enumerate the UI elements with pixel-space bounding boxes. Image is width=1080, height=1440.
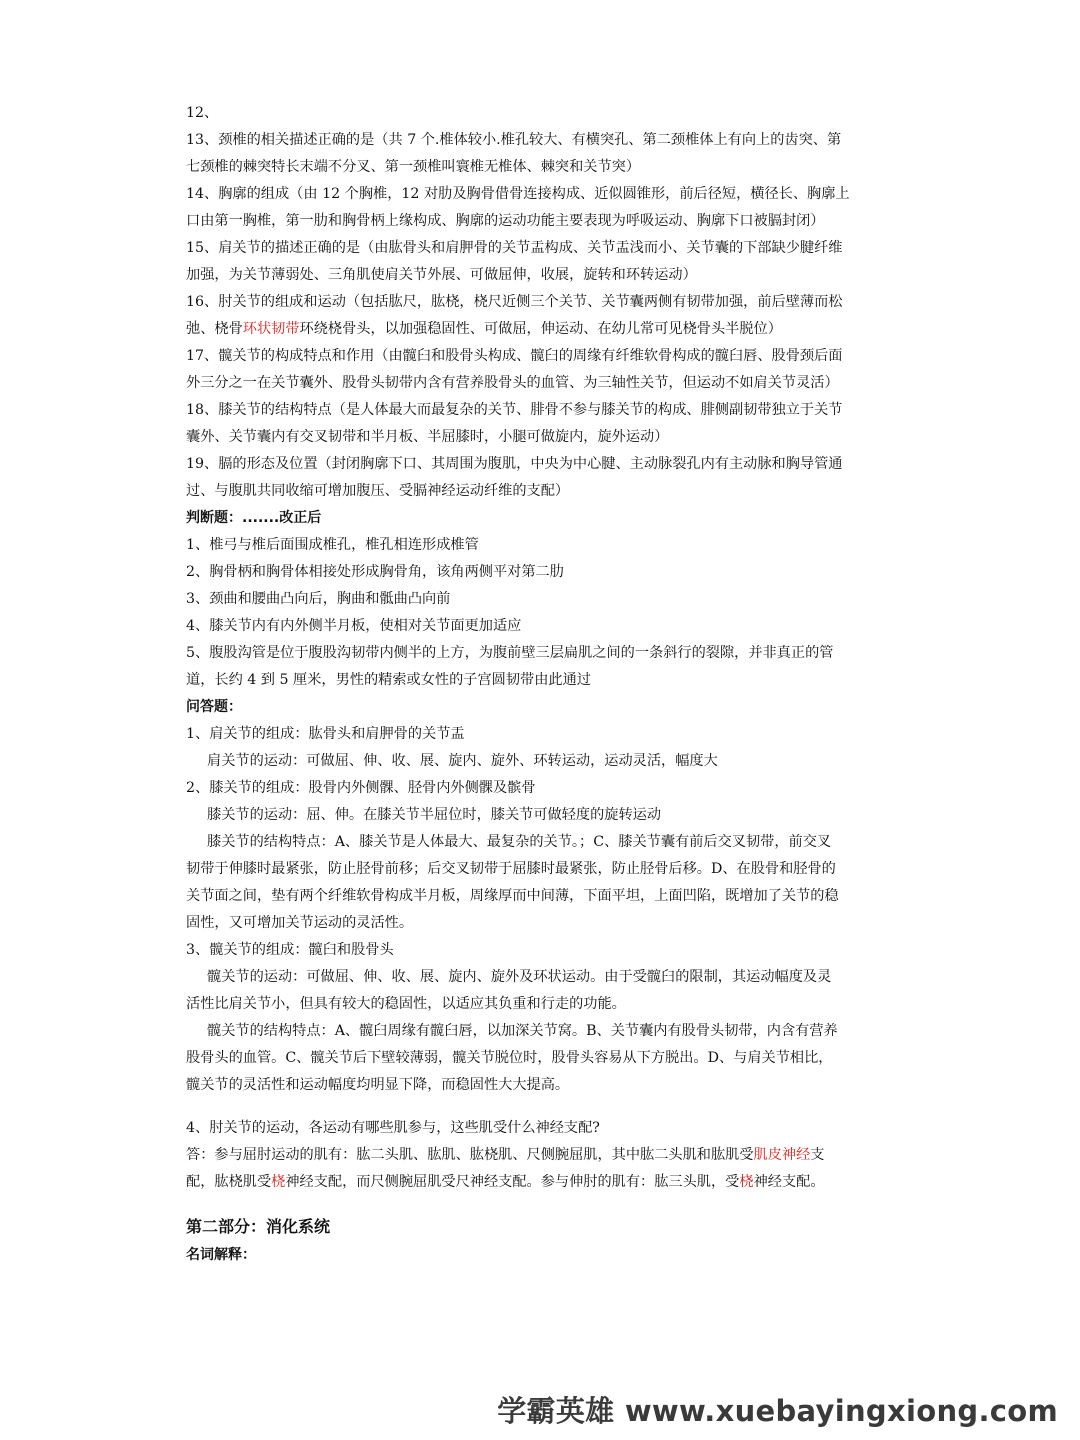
answer-text-e: 神经支配。 [753,1174,825,1190]
item-16-line1: 16、肘关节的组成和运动（包括肱尺，肱桡，桡尺近侧三个关节、关节囊两侧有韧带加强，前后壁薄而松 [186,294,843,310]
qa-2-movement: 膝关节的运动：屈、伸。在膝关节半屈位时，膝关节可做轻度的旋转运动 [207,807,662,823]
spacer [186,1099,898,1115]
item-18-line1: 18、膝关节的结构特点（是人体最大而最复杂的关节、腓骨不参与膝关节的构成、腓侧副韧带独立于关节 [186,402,843,418]
item-15-line1: 15、肩关节的描述正确的是（由肱骨头和肩胛骨的关节盂构成、关节盂浅而小、关节囊的下部缺少腱纤维 [186,240,843,256]
qa-4-question: 4、肘关节的运动，各运动有哪些肌参与，这些肌受什么神经支配? [186,1120,600,1136]
watermark: 学霸英雄 www.xuebayingxiong.com [497,1394,1058,1428]
qa-4-answer-line2 [186,1169,898,1196]
answer-text-a: 答：参与屈肘运动的肌有：肱二头肌、肱肌、肱桡肌、尺侧腕屈肌，其中肱二头肌和肱肌受 [186,1147,754,1163]
qa-3-movement-line1: 髋关节的运动：可做屈、伸、收、展、旋内、旋外及环状运动。由于受髋臼的限制，其运动幅度及灵 [207,969,832,985]
highlight-musculocutaneous-nerve: 肌皮神经 [753,1147,811,1163]
qa-2-structure-line4: 固性，又可增加关节运动的灵活性。 [186,915,414,931]
item-16-text-a: 弛、桡骨 [186,321,243,337]
item-17-line2: 外三分之一在关节囊外、股骨头韧带内含有营养股骨头的血管、为三轴性关节，但运动不如肩关节灵活） [186,375,839,391]
judge-heading: 判断题：.......改正后 [186,510,322,526]
qa-3-structure-line3: 髋关节的灵活性和运动幅度均明显下降，而稳固性大大提高。 [186,1077,570,1093]
section-subheading: 名词解释： [186,1247,256,1263]
item-13-line1: 13、颈椎的相关描述正确的是（共 7 个.椎体较小.椎孔较大、有横突孔、第二颈椎体上有向上的齿突、第 [186,132,842,148]
qa-3-composition: 3、髋关节的组成：髋臼和股骨头 [186,942,394,958]
highlight-radial-1: 桡 [271,1174,286,1190]
item-19-line2: 过、与腹肌共同收缩可增加腹压、受膈神经运动纤维的支配） [186,483,570,499]
qa-heading: 问答题： [186,699,242,715]
qa-1-composition: 1、肩关节的组成：肱骨头和肩胛骨的关节盂 [186,726,465,742]
qa-4-answer-line1 [186,1142,898,1169]
answer-text-d: 神经支配，而尺侧腕屈肌受尺神经支配。参与伸肘的肌有：肱三头肌，受 [285,1174,740,1190]
qa-2-structure-line3: 关节面之间，垫有两个纤维软骨构成半月板，周缘厚而中间薄，下面平坦，上面凹陷，既增加了关节的稳 [186,888,839,904]
qa-3-structure-line1: 髋关节的结构特点：A、髋臼周缘有髋臼唇，以加深关节窝。B、关节囊内有股骨头韧带，内含有营养 [207,1023,838,1039]
item-14-line1: 14、胸廓的组成（由 12 个胸椎，12 对肋及胸骨借骨连接构成、近似圆锥形，前后径短，横径长、胸廓上 [186,186,850,202]
qa-2-structure-line2: 韧带于伸膝时最紧张，防止胫骨前移；后交叉韧带于屈膝时最紧张，防止胫骨后移。D、在股骨和胫骨的 [186,861,836,877]
answer-text-b: 支 [810,1147,825,1163]
qa-1-movement: 肩关节的运动：可做屈、伸、收、展、旋内、旋外、环转运动，运动灵活，幅度大 [207,753,718,769]
qa-2-composition: 2、膝关节的组成：股骨内外侧髁、胫骨内外侧髁及髌骨 [186,780,536,796]
item-16-text-b: 环绕桡骨头，以加强稳固性、可做屈，伸运动、在幼儿常可见桡骨头半脱位） [299,321,782,337]
section-title: 第二部分：消化系统 [186,1217,331,1236]
highlight-radial-2: 桡 [739,1174,754,1190]
qa-2-structure-line1: 膝关节的结构特点：A、膝关节是人体最大、最复杂的关节。；C、膝关节囊有前后交叉韧带，前交叉 [207,834,832,850]
item-13-line2: 七颈椎的棘突特长末端不分叉、第一颈椎叫寰椎无椎体、棘突和关节突） [186,159,641,175]
answer-text-c: 配，肱桡肌受 [186,1174,272,1190]
item-16-line2 [186,316,898,343]
item-14-line2: 口由第一胸椎，第一肋和胸骨柄上缘构成、胸廓的运动功能主要表现为呼吸运动、胸廓下口被膈封闭） [186,213,825,229]
qa-3-movement-line2: 活性比肩关节小，但具有较大的稳固性，以适应其负重和行走的功能。 [186,996,626,1012]
highlight-annular-ligament: 环状韧带 [242,321,300,337]
judge-item-4: 4、膝关节内有内外侧半月板，使相对关节面更加适应 [186,618,522,634]
judge-item-5-line2: 道，长约 4 到 5 厘米，男性的精索或女性的子宫圆韧带由此通过 [186,672,591,688]
qa-3-structure-line2: 股骨头的血管。C、髋关节后下壁较薄弱，髋关节脱位时，股骨头容易从下方脱出。D、与肩关节相比， [186,1050,833,1066]
item-17-line1: 17、髋关节的构成特点和作用（由髋臼和股骨头构成、髋臼的周缘有纤维软骨构成的髋臼唇、股骨颈后面 [186,348,843,364]
item-18-line2: 囊外、关节囊内有交叉韧带和半月板、半屈膝时，小腿可做旋内，旋外运动） [186,429,669,445]
document-page [186,100,898,1269]
judge-item-5-line1: 5、腹股沟管是位于腹股沟韧带内侧半的上方，为腹前壁三层扁肌之间的一条斜行的裂隙，并非真正的管 [186,645,834,661]
judge-item-3: 3、颈曲和腰曲凸向后，胸曲和骶曲凸向前 [186,591,451,607]
item-19-line1: 19、膈的形态及位置（封闭胸廓下口、其周围为腹肌，中央为中心腱、主动脉裂孔内有主动脉和胸导管通 [186,456,843,472]
spacer [186,1196,898,1212]
item-12: 12、 [186,105,219,121]
judge-item-2: 2、胸骨柄和胸骨体相接处形成胸骨角，该角两侧平对第二肋 [186,564,564,580]
item-15-line2: 加强，为关节薄弱处、三角肌使肩关节外展、可做屈伸，收展，旋转和环转运动） [186,267,697,283]
judge-item-1: 1、椎弓与椎后面围成椎孔，椎孔相连形成椎管 [186,537,479,553]
